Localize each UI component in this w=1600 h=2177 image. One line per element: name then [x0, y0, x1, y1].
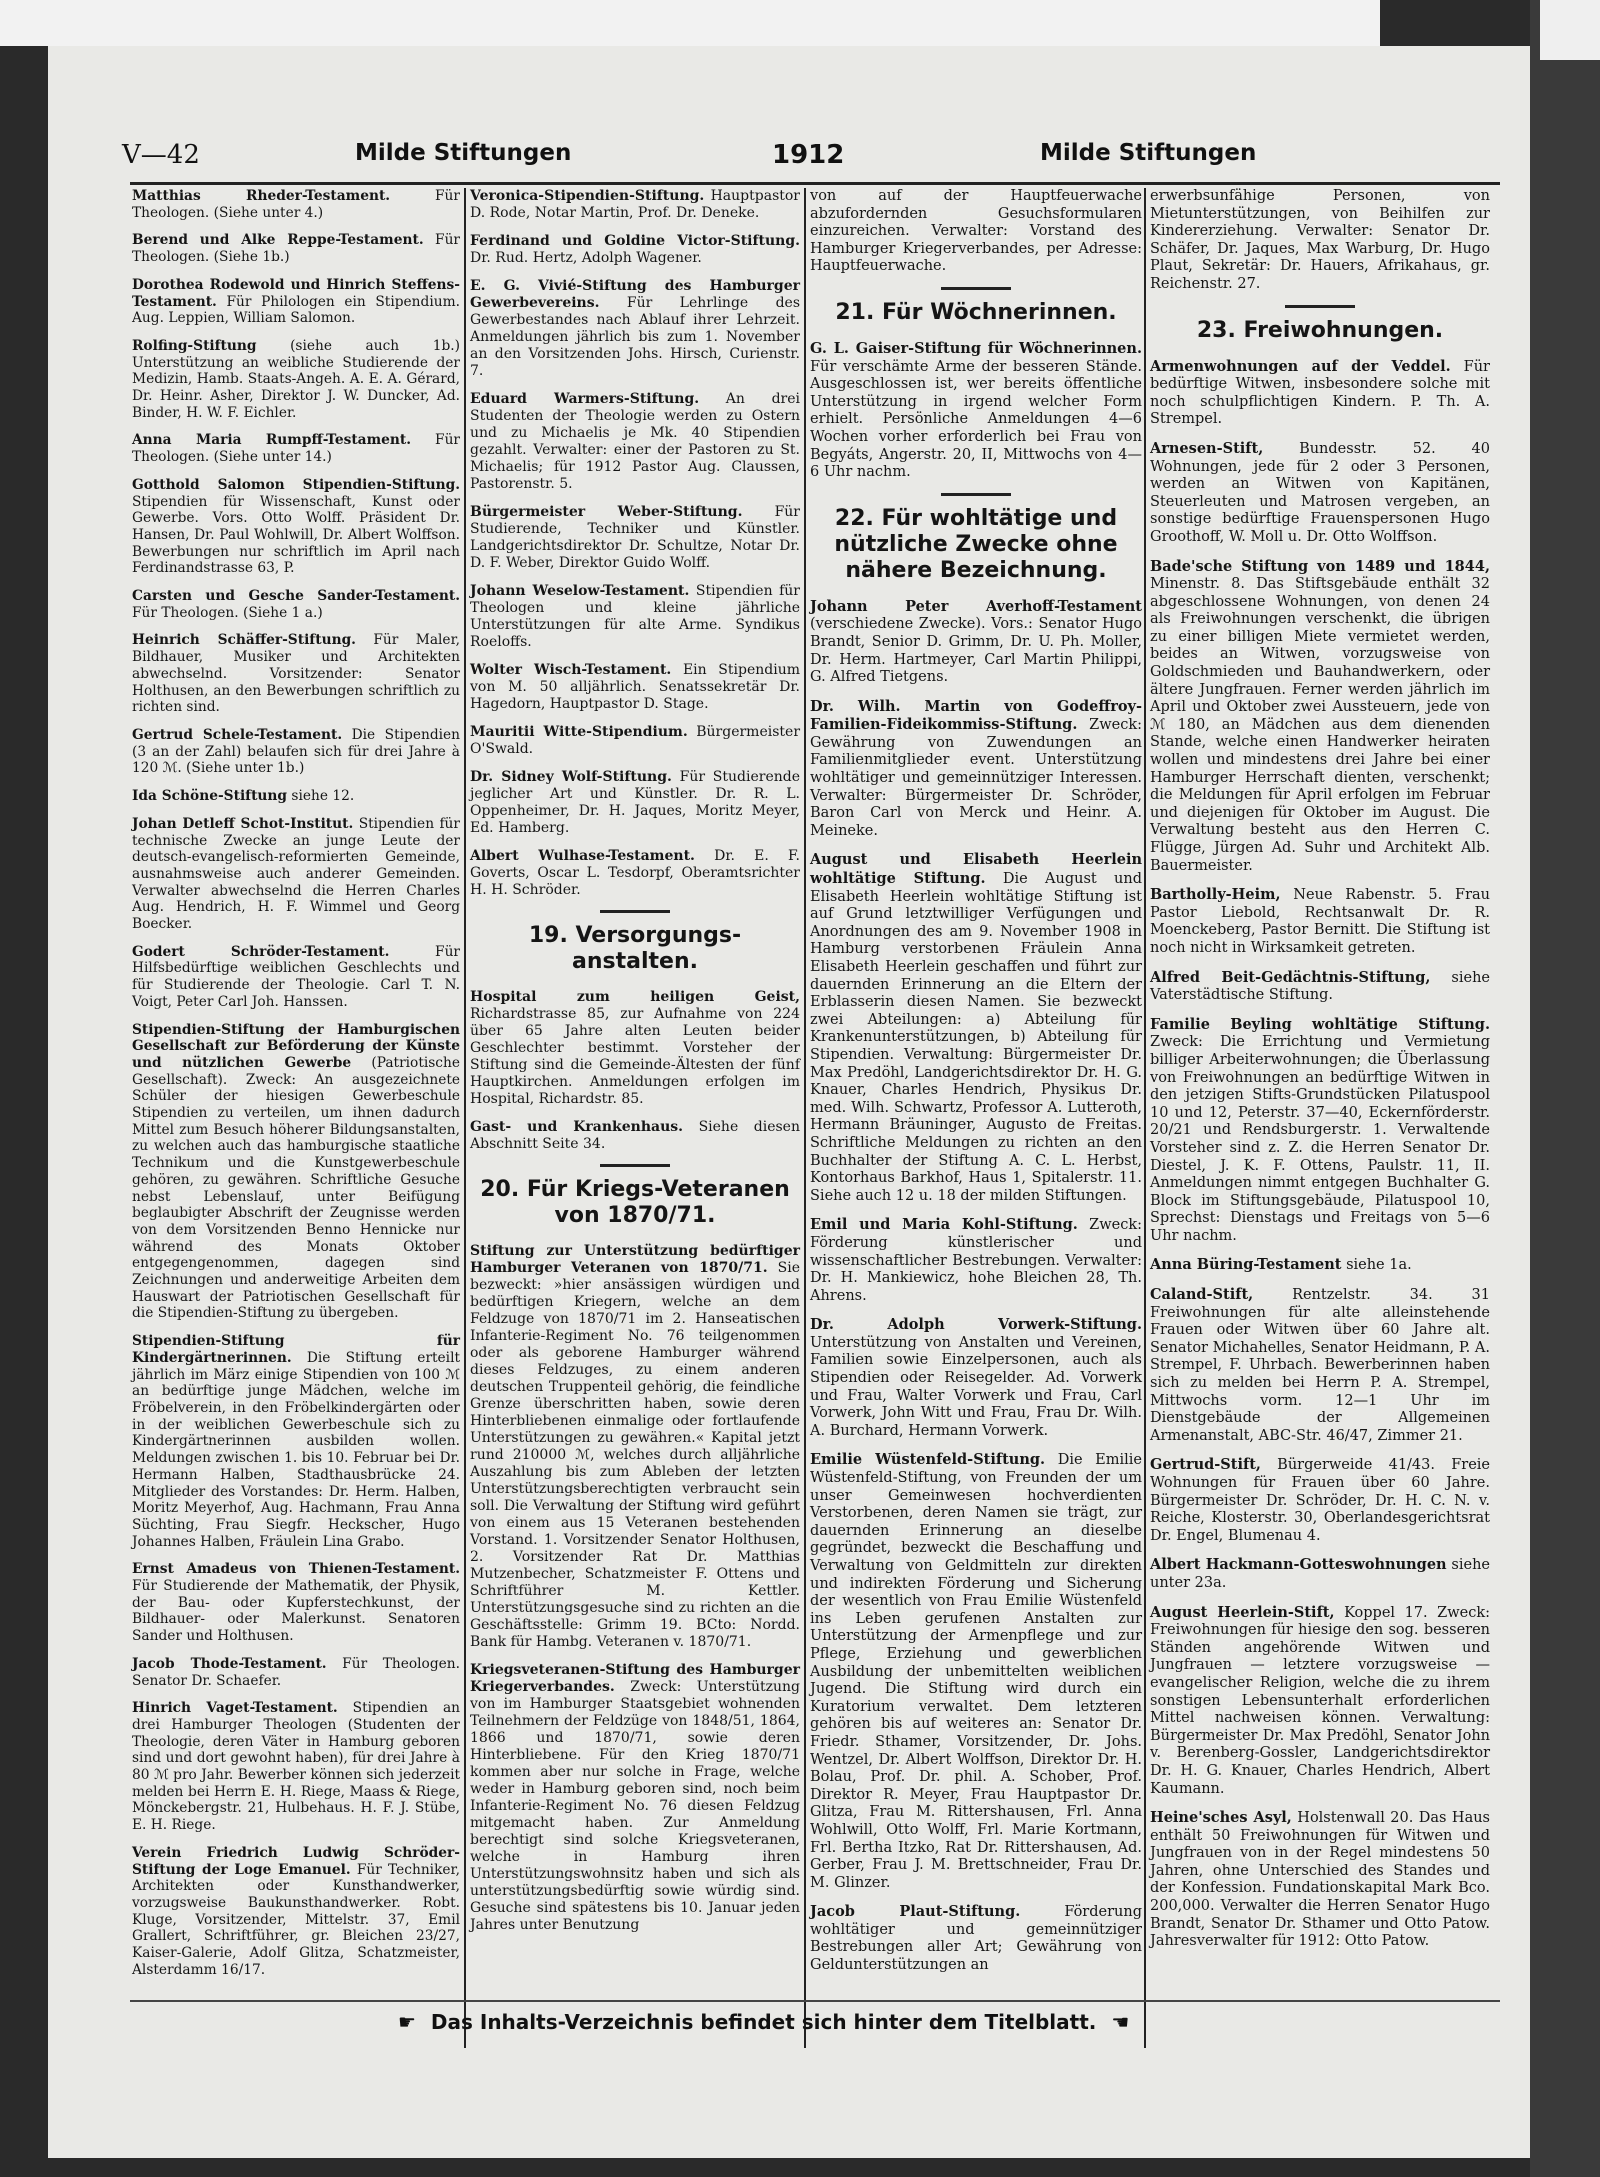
entry-text: Die Stiftung erteilt jährlich im März einige Stipendien von 100 ℳ an bedürftige junge Mädchen, welche im Fröbelverein, in den Fröbelkindergärten oder in der weiblichen Gewerbeschule sich zu Kindergärtnerinnen ausbilden wollen. Meldungen zwischen 1. bis 10. Februar bei Dr. Hermann Halben, Stadthausbrücke 24. Mitglieder des Vorstandes: Dr. Herm. Halben, Moritz Meyerhof, Aug. Hachmann, Frau Anna Süchting, Frau Siegfr. Heckscher, Hugo Johannes Halben, Fräulein Lina Grabo. — [132, 1349, 461, 1550]
directory-entry — [132, 477, 460, 577]
directory-entry — [1150, 1016, 1490, 1246]
entry-text: Bürgerweide 41/43. Freie Wohnungen für Frauen über 60 Jahre. Bürgermeister Dr. Schröder, Dr. H. C. N. v. Reiche, Klosterstr. 30, Oberlandesgerichtsrat Dr. Engel, Blumenau 4. — [1150, 1457, 1490, 1544]
directory-entry — [470, 724, 800, 758]
column-rule — [1144, 188, 1146, 2048]
entry-name: Stiftung zur Unterstützung bedürftiger Hamburger Veteranen von 1870/71. — [470, 1243, 800, 1276]
directory-entry — [810, 340, 1142, 482]
entry-text: Holstenwall 20. Das Haus enthält 50 Freiwohnungen für Witwen und Jungfrauen von in der Regel mindestens 50 Jahren, ohne Unterschied des Standes und der Konfession. Fundationskapital Mark Bco. 200,000. Verwalter die Herren Senator Hugo Brandt, Senator Dr. Sthamer und Otto Patow. Jahresverwalter für 1912: Otto Patow. — [1150, 1810, 1490, 1950]
directory-entry — [470, 188, 800, 222]
directory-entry — [1150, 886, 1490, 957]
entry-text: siehe 12. — [291, 788, 355, 805]
directory-entry — [132, 788, 460, 805]
directory-entry — [1150, 1604, 1490, 1799]
directory-entry — [810, 1903, 1142, 1974]
directory-entry — [1150, 1286, 1490, 1445]
scan-dark-edge — [1530, 0, 1600, 2177]
entry-name: Familie Beyling wohltätige Stiftung. — [1150, 1015, 1490, 1033]
entry-text: Stipendien an drei Hamburger Theologen (Studenten der Theologie, deren Väter in Hamburg geboren sind und dort gewohnt haben), für drei Jahre à 80 ℳ pro Jahr. Bewerber können sich jederzeit melden bei Herrn E. H. Riege, Maass & Riege, Mönckebergstr. 21, Hulbehaus. H. F. J. Stübe, E. H. Riege. — [132, 1700, 460, 1834]
entry-name: Gast- und Krankenhaus. — [470, 1119, 684, 1135]
entry-text: Minenstr. 8. Das Stiftsgebäude enthält 32 abgeschlossene Wohnungen, von denen 24 als Freiwohnungen verschenkt, die übrigen zu einer billigen Miete vermietet werden, beides an Witwen, vorzugsweise von Goldschmieden und Bauhandwerkern, oder ältere Jungfrauen. Ferner werden jährlich im April und Oktober zwei Aussteuern, jede von ℳ 180, an Mädchen aus dem dienenden Stande, welche einen Handwerker heiraten wollen und mindestens drei Jahre bei einer Hamburger Herrschaft dienten, verschenkt; die Meldungen für April erfolgen im Februar und diejenigen für Oktober im August. Die Verwaltung besteht aus den Herren C. Flügge, Jürgen Ad. Suhr und Architekt Alb. Bauermeister. — [1150, 576, 1490, 874]
directory-entry — [810, 1451, 1142, 1892]
section-heading-23: 23. Freiwohnungen. — [1196, 317, 1444, 343]
directory-entry — [470, 583, 800, 651]
entry-name: Armenwohnungen auf der Veddel. — [1150, 357, 1451, 375]
column-1 — [132, 188, 460, 1990]
directory-entry — [470, 278, 800, 380]
footer-notice — [390, 2010, 1137, 2034]
entry-text: Für Theologen. Senator Dr. Schaefer. — [132, 1655, 460, 1689]
entry-text: Für bedürftige Witwen, insbesondere solche mit noch schulpflichtigen Kindern. P. Th. A. Strempel. — [1150, 358, 1490, 428]
entry-text: Unterstützung von Anstalten und Vereinen, Familien sowie Einzelpersonen, auch als Stipendien oder Reisegelder. Ad. Vorwerk und Frau, Walter Vorwerk und Frau, Carl Vorwerk, John Witt und Frau, Frau Dr. Wilh. A. Burchard, Hermann Vorwerk. — [810, 1334, 1142, 1439]
section-heading-19: 19. Versorgungs-anstalten. — [528, 923, 742, 974]
directory-entry — [1150, 1256, 1490, 1275]
directory-entry — [810, 698, 1142, 841]
entry-text: Für Hilfsbedürftige weiblichen Geschlechts und für Studierende der Theologie. Carl T. N. Voigt, Peter Carl Joh. Hanssen. — [132, 943, 461, 1010]
entry-name: Hinrich Vaget-Testament. — [132, 1700, 338, 1717]
directory-entry — [1150, 1456, 1490, 1545]
entry-name: Dr. Adolph Vorwerk-Stiftung. — [810, 1316, 1142, 1334]
entry-name: Matthias Rheder-Testament. — [132, 188, 391, 204]
entry-name: Johan Detleff Schot-Institut. — [132, 815, 354, 832]
entry-text: siehe Vaterstädtische Stiftung. — [1150, 969, 1490, 1004]
directory-entry — [132, 232, 460, 265]
directory-entry — [470, 989, 800, 1108]
entry-text: Dr. Rud. Hertz, Adolph Wagener. — [470, 250, 702, 266]
entry-text: Neue Rabenstr. 5. Frau Pastor Liebold, Rechtsanwalt Dr. R. Moenckeberg, Pastor Bernitt. Die Stiftung ist noch nicht in Wirksamkeit getreten. — [1150, 887, 1490, 956]
directory-entry — [1150, 1809, 1490, 1951]
entry-name: Bürgermeister Weber-Stiftung. — [470, 504, 743, 520]
continued-entry-text: von auf der Hauptfeuerwache abzufordernden Gesuchsformularen einzureichen. Verwalter: Vorstand des Hamburger Kriegerverbandes, per Adresse: Hauptfeuerwache. — [810, 188, 1142, 275]
directory-entry — [132, 944, 460, 1011]
entry-text: Für verschämte Arme der besseren Stände. Ausgeschlossen ist, wer bereits öffentliche Unterstützung in irgend welcher Form erhielt. Persönliche Anmeldungen 4—6 Wochen vorher erforderlich bei Frau von Begyáts, Angerstr. 20, II, Mittwochs von 4—6 Uhr nachm. — [810, 358, 1142, 481]
entry-text: Richardstrasse 85, zur Aufnahme von 224 über 65 Jahre alten Leuten beider Geschlechter bestimmt. Vorsteher der Stiftung sind die Gemeinde-Ältesten der fünf Hauptkirchen. Anmeldungen erfolgen im Hospital, Richardstr. 85. — [470, 1006, 800, 1107]
entry-name: Jacob Plaut-Stiftung. — [810, 1903, 1021, 1921]
directory-entry — [470, 391, 800, 493]
running-title-left: Milde Stiftungen — [355, 140, 572, 166]
column-rule — [464, 188, 466, 2048]
entry-name: August und Elisabeth Heerlein wohltätige Stiftung. — [810, 851, 1142, 888]
entry-name: Bartholly-Heim, — [1150, 886, 1281, 904]
entry-text: Koppel 17. Zweck: Freiwohnungen für hiesige den sog. besseren Ständen angehörende Witwen und Jungfrauen — letztere vorzugsweise — evangelischer Religion, welche die zu ihrem sonstigen Lebensunterhalt erforderlichen Mittel nachweisen können. Verwaltung: Bürgermeister Dr. Max Predöhl, Senator John v. Berenberg-Gossler, Landgerichtsdirektor Dr. H. G. Knauer, Charles Hendrich, Albert Kaumann. — [1150, 1604, 1491, 1797]
entry-text: Die Stipendien (3 an der Zahl) belaufen sich für drei Jahre à 120 ℳ. (Siehe unter 1b.) — [132, 726, 461, 777]
running-title-right: Milde Stiftungen — [1040, 140, 1257, 166]
entry-text: siehe 1a. — [1346, 1257, 1412, 1274]
entry-name: Emil und Maria Kohl-Stiftung. — [810, 1216, 1078, 1234]
entry-text: Für Theologen. (Siehe unter 4.) — [132, 188, 460, 221]
entry-name: Mauritii Witte-Stipendium. — [470, 724, 688, 740]
entry-text: Für Studierende jeglicher Art und Künstler. Dr. R. L. Oppenheimer, Dr. H. Jaques, Moritz Meyer, Ed. Hamberg. — [470, 769, 800, 836]
entry-name: Verein Friedrich Ludwig Schröder-Stiftung der Loge Emanuel. — [132, 1844, 460, 1878]
entry-name: August Heerlein-Stift, — [1150, 1603, 1335, 1621]
entry-text: Für Philologen ein Stipendium. Aug. Leppien, William Salomon. — [132, 293, 460, 327]
entry-name: Arnesen-Stift, — [1150, 439, 1264, 457]
entry-text: Sie bezweckt: »hier ansässigen würdigen und bedürftigen Kriegern, welche an dem Feldzuge von 1870/71 im 2. Hanseatischen Infanterie-Regiment No. 76 teilgenommen oder als geborene Hamburger während dieses Feldzuges, zu einem anderen deutschen Truppenteil gehörig, die feindliche Grenze überschritten haben, sowie deren Hinterbliebenen einmalige oder fortlaufende Unterstützungen zu gewähren.« Kapital jetzt rund 210000 ℳ, welches durch alljährliche Auszahlung bis zum Ableben der letzten Unterstützungsberechtigten verbraucht sein soll. Die Verwaltung der Stiftung wird geführt von einem aus 15 Veteranen bestehenden Vorstand. 1. Vorsitzender Senator Holthusen, 2. Vorsitzender Rat Dr. Matthias Mutzenbecher, Schatzmeister F. Ottens und Schriftführer M. Kettler. Unterstützungsgesuche sind zu richten an die Geschäftsstelle: Grimm 19. BCto: Nordd. Bank für Hambg. Veteranen v. 1870/71. — [470, 1260, 800, 1650]
entry-text: Stipendien für Theologen und kleine jährliche Unterstützungen für alte Arme. Syndikus Roeloffs. — [470, 583, 800, 650]
entry-name: Godert Schröder-Testament. — [132, 943, 390, 960]
directory-entry — [132, 1561, 460, 1645]
header-rule — [130, 182, 1500, 185]
column-rule — [804, 188, 806, 2048]
entry-text: (Patriotische Gesellschaft). Zweck: An ausgezeichnete Schüler der hiesigen Gewerbeschule Stipendien zu verteilen, um ihnen dadurch Mittel zum Besuch höherer Bildungsanstalten, zu welchen auch das hamburgische staatliche Technikum und die Kunstgewerbeschule gehören, zu gewähren. Schriftliche Gesuche nebst Lebenslauf, unter Beifügung beglaubigter Abschrift der Zeugnisse werden von dem Vorsitzenden Benno Hennicke nur während des Monats Oktober entgegengenommen, dagegen sind Zeichnungen und anderweitige Arbeiten dem Hauswart der Patriotischen Gesellschaft für die Stipendien-Stiftung zu übergeben. — [132, 1054, 460, 1322]
entry-name: Berend und Alke Reppe-Testament. — [132, 232, 424, 249]
section-heading-22: 22. Für wohltätige und nützliche Zwecke ohne nähere Bezeichnung. — [834, 505, 1118, 583]
entry-name: Albert Hackmann-Gotteswohnungen — [1150, 1556, 1447, 1574]
entry-name: Emilie Wüstenfeld-Stiftung. — [810, 1451, 1046, 1469]
entry-text: (verschiedene Zwecke). Vors.: Senator Hugo Brandt, Senior D. Grimm, Dr. U. Ph. Moller, Dr. Herm. Hartmeyer, Carl Martin Philippi, G. Alfred Tietgens. — [810, 616, 1142, 686]
directory-entry — [470, 769, 800, 837]
directory-entry — [810, 1316, 1142, 1440]
entry-name: Ida Schöne-Stiftung — [132, 788, 288, 805]
entry-name: Veronica-Stipendien-Stiftung. — [470, 188, 705, 204]
directory-entry — [1150, 440, 1490, 547]
page-number: V—42 — [122, 140, 200, 170]
section-separator — [600, 1164, 670, 1167]
entry-name: Anna Büring-Testament — [1150, 1256, 1342, 1274]
entry-text: Für Theologen. (Siehe 1 a.) — [132, 604, 323, 621]
entry-text: Bundesstr. 52. 40 Wohnungen, jede für 2 oder 3 Personen, werden an Witwen von Kapitänen, Steuerleuten und Matrosen vergeben, an sonstige bedürftige Frauenspersonen Hugo Groothoff, W. Moll u. Dr. Otto Wolffson. — [1150, 440, 1490, 545]
directory-entry — [132, 816, 460, 933]
entry-text: Bürgermeister O'Swald. — [470, 724, 801, 757]
entry-text: Zweck: Gewährung von Zuwendungen an Familienmitglieder event. Unterstützung wohltätiger und gemeinnütziger Interessen. Verwalter: Bürgermeister Dr. Schröder, Baron Carl von Merck und Heinr. A. Meineke. — [810, 717, 1142, 839]
entry-name: Wolter Wisch-Testament. — [470, 662, 672, 678]
entry-text: (siehe auch 1b.) Unterstützung an weibliche Studierende der Medizin, Hamb. Staats-Angeh. A. E. A. Gérard, Dr. Heinr. Asher, Direktor J. W. Duncker, Ad. Binder, H. W. F. Eichler. — [132, 337, 460, 421]
entry-name: Dorothea Rodewold und Hinrich Steffens-Testament. — [132, 276, 460, 310]
entry-name: Stipendien-Stiftung der Hamburgischen Gesellschaft zur Beförderung der Künste und nützlichen Gewerbe — [132, 1021, 460, 1071]
entry-text: Für Theologen. (Siehe 1b.) — [132, 232, 461, 266]
entry-text: siehe unter 23a. — [1150, 1557, 1490, 1591]
directory-entry — [810, 851, 1142, 1205]
directory-entry — [1150, 558, 1490, 876]
entry-text: Förderung wohltätiger und gemeinnütziger Bestrebungen aller Art; Gewährung von Geldunterstützungen an — [810, 1904, 1142, 1974]
entry-name: Johann Peter Averhoff-Testament — [810, 597, 1142, 615]
entry-text: An drei Studenten der Theologie werden zu Ostern und zu Michaelis je Mk. 40 Stipendien gezahlt. Verwalter: einer der Pastoren zu St. Michaelis; für 1912 Pastor Aug. Claussen, Pastorenstr. 5. — [470, 391, 801, 492]
entry-text: Für Studierende, Techniker und Künstler. Landgerichtsdirektor Dr. Schultze, Notar Dr. D. F. Weber, Direktor Guido Wolff. — [470, 504, 801, 571]
year-heading: 1912 — [772, 140, 845, 170]
entry-name: Eduard Warmers-Stiftung. — [470, 391, 700, 407]
entry-name: Gertrud Schele-Testament. — [132, 726, 343, 743]
entry-name: Heine'sches Asyl, — [1150, 1809, 1292, 1827]
entry-name: Stipendien-Stiftung für Kindergärtnerinnen. — [132, 1333, 460, 1366]
section-separator — [941, 287, 1011, 290]
directory-entry — [132, 1022, 460, 1323]
entry-text: Für Theologen. (Siehe unter 14.) — [132, 432, 461, 466]
entry-name: Gotthold Salomon Stipendien-Stiftung. — [132, 476, 460, 493]
entry-text: Für Maler, Bildhauer, Musiker und Architekten abwechselnd. Vorsitzender: Senator Holthusen, an den Bewerbungen schriftlich zu richten sind. — [132, 632, 461, 716]
directory-entry — [1150, 1556, 1490, 1592]
directory-entry — [470, 1119, 800, 1153]
column-2 — [470, 188, 800, 1945]
entry-name: Rolfing-Stiftung — [132, 337, 257, 354]
entry-text: Für Studierende der Mathematik, der Physik, der Bau- oder Kupferstechkunst, der Bildhauer- oder Malerkunst. Senatoren Sander und Holthusen. — [132, 1578, 460, 1645]
directory-entry — [810, 1216, 1142, 1305]
entry-text: Rentzelstr. 34. 31 Freiwohnungen für alte alleinstehende Frauen oder Witwen über 60 Jahre alt. Senator Michahelles, Senator Heidmann, P. A. Strempel, F. Uhrbach. Bewerberinnen haben sich zu melden bei Herrn P. A. Strempel, Mittwochs vorm. 12—1 Uhr im Dienstgebäude der Allgemeinen Armenanstalt, ABC-Str. 46/47, Zimmer 21. — [1150, 1287, 1491, 1444]
directory-entry — [132, 277, 460, 327]
entry-text: Stipendien für technische Zwecke an junge Leute der deutsch-evangelisch-reformierten Gemeinde, ausnahmsweise auch anderer Gemeinden. Verwalter abwechselnd die Herren Charles Aug. Hendrich, H. F. Wimmel und Georg Boecker. — [132, 815, 460, 933]
scan-top-margin — [0, 0, 1380, 46]
entry-text: Die Emilie Wüstenfeld-Stiftung, von Freunden der um unser Gemeinwesen hochverdienten Verstorbenen, deren Namen sie trägt, zur dauernden Erinnerung an dieselbe gegründet, bezweckt die Beschaffung und Verwaltung von Geldmitteln zur direkten und indirekten Förderung und Sicherung der wesentlich von Frau Emilie Wüstenfeld ins Leben gerufenen Anstalten zur Unterstützung der Armenpflege und zur Pflege, Erziehung und gewerblichen Ausbildung der unbemittelten weiblichen Jugend. Die Stiftung wird durch ein Kuratorium verwaltet. Dem letzteren gehören bis auf weiteres an: Senator Dr. Friedr. Sthamer, Vorsitzender, Dr. Johs. Wentzel, Dr. Albert Wolffson, Direktor Dr. H. Bolau, Prof. Dr. phil. A. Schober, Prof. Direktor R. Meyer, Frau Hauptpastor Dr. Glitza, Frau M. Rittershausen, Frl. Anna Wohlwill, Otto Wolff, Frl. Marie Kortmann, Frl. Bertha Itzko, Rat Dr. Rittershausen, Ad. Gerber, Frau J. M. Brettschneider, Frau Dr. M. Glinzer. — [810, 1452, 1143, 1891]
directory-entry — [132, 1333, 460, 1550]
entry-name: Gertrud-Stift, — [1150, 1456, 1261, 1474]
directory-entry — [470, 1662, 800, 1934]
directory-entry — [470, 662, 800, 713]
entry-name: Ferdinand und Goldine Victor-Stiftung. — [470, 233, 800, 249]
directory-entry — [810, 598, 1142, 687]
section-heading-20: 20. Für Kriegs-Veteranen von 1870/71. — [480, 1177, 790, 1228]
entry-name: E. G. Vivié-Stiftung des Hamburger Gewerbevereins. — [470, 278, 800, 311]
entry-text: Für Techniker, Architekten oder Kunsthandwerker, vorzugsweise Baukunsthandwerker. Robt. Kluge, Vorsitzender, Mittelstr. 37, Emil Grallert, Schriftführer, gr. Bleichen 23/27, Kaiser-Galerie, Adolf Glitza, Schatzmeister, Alsterdamm 16/17. — [132, 1861, 460, 1978]
entry-name: Caland-Stift, — [1150, 1286, 1254, 1304]
entry-text: Dr. E. F. Goverts, Oscar L. Tesdorpf, Oberamtsrichter H. H. Schröder. — [470, 848, 800, 898]
column-4 — [1150, 188, 1490, 1962]
directory-entry — [1150, 358, 1490, 429]
entry-name: Albert Wulhase-Testament. — [470, 848, 695, 864]
directory-entry — [132, 1656, 460, 1689]
entry-name: Bade'sche Stiftung von 1489 und 1844, — [1150, 557, 1490, 575]
footer-text: Das Inhalts-Verzeichnis befindet sich hinter dem Titelblatt. — [430, 2010, 1097, 2034]
entry-name: Alfred Beit-Gedächtnis-Stiftung, — [1150, 968, 1431, 986]
entry-text: Zweck: Die Errichtung und Vermietung billiger Arbeiterwohnungen; die Überlassung von Freiwohnungen an bedürftige Witwen in den jetzigen Stifts-Grundstücken Pilatuspool 10 und 12, Peterstr. 37—40, Eckernförderstr. 20/21 und Rendsburgerstr. 1. Verwaltende Vorsteher sind z. Z. die Herren Senator Dr. Diestel, J. K. F. Ottens, Paulstr. 11, II. Anmeldungen nimmt entgegen Buchhalter G. Block im Stiftungsgebäude, Pilatuspool 10, Sprechst: Dienstags und Freitags von 5—6 Uhr nachm. — [1150, 1034, 1490, 1244]
directory-entry — [132, 188, 460, 221]
directory-entry — [132, 338, 460, 422]
entry-text: Siehe diesen Abschnitt Seite 34. — [470, 1119, 800, 1152]
entry-name: Dr. Wilh. Martin von Godeffroy-Familien-Fideikommiss-Stiftung. — [810, 697, 1142, 734]
entry-text: Zweck: Förderung künstlerischer und wissenschaftlicher Bestrebungen. Verwalter: Dr. H. Mankiewicz, hohe Bleichen 28, Th. Ahrens. — [810, 1217, 1142, 1304]
directory-entry — [470, 233, 800, 267]
entry-name: Jacob Thode-Testament. — [132, 1655, 327, 1672]
entry-text: Zweck: Unterstützung von im Hamburger Staatsgebiet wohnenden Teilnehmern der Feldzüge von 1848/51, 1864, 1866 und 1870/71, sowie deren Hinterbliebene. Für den Krieg 1870/71 kommen aber nur solche in Frage, welche weder in Hamburg geboren sind, noch beim Infanterie-Regiment No. 76 diesen Feldzug mitgemacht haben. Zur Anmeldung berechtigt sind solche Kriegsveteranen, welche in Hamburg ihren Unterstützungswohnsitz haben und sich als unterstützungsbedürftig sowie würdig sind. Gesuche sind spätestens bis 10. Januar jeden Jahres unter Benutzung — [470, 1679, 801, 1933]
continued-entry-text: erwerbsunfähige Personen, von Mietunterstützungen, von Beihilfen zur Kindererziehung. Verwalter: Senator Dr. Schäfer, Dr. Jaques, Max Warburg, Dr. Hugo Plaut, Sekretär: Dr. Hauers, Afrikahaus, gr. Reichenstr. 27. — [1150, 188, 1490, 292]
directory-entry — [470, 1243, 800, 1651]
directory-entry — [132, 588, 460, 621]
entry-text: Stipendien für Wissenschaft, Kunst oder Gewerbe. Vors. Otto Wolff. Präsident Dr. Hansen, Dr. Paul Wohlwill, Dr. Albert Wolffson. Bewerbungen nur schriftlich im April nach Ferdinandstrasse 63, P. — [132, 493, 460, 577]
entry-name: Hospital zum heiligen Geist, — [470, 989, 800, 1005]
entry-name: Carsten und Gesche Sander-Testament. — [132, 588, 460, 605]
entry-text: Die August und Elisabeth Heerlein wohltätige Stiftung ist auf Grund letztwilliger Verfügungen und Anordnungen des am 9. November 1908 in Hamburg verstorbenen Fräulein Anna Elisabeth Heerlein geschaffen und führt zur dauernden Erinnerung an die Eltern der Erblasserin diesen Namen. Sie bezweckt zwei Abteilungen: a) Abteilung für Krankenunterstützungen, b) Abteilung für Stipendien. Verwaltung: Bürgermeister Dr. Max Predöhl, Landgerichtsdirektor Dr. H. G. Knauer, Charles Hendrich, Physikus Dr. med. Wilh. Schwartz, Professor A. Lutteroth, Hermann Bräuninger, Augusto de Freitas. Schriftliche Meldungen zu richten an den Buchhalter der Stiftung A. C. L. Herbst, Kontorhaus Barkhof, Haus 1, Spitalerstr. 11. Siehe auch 12 u. 18 der milden Stiftungen. — [810, 871, 1142, 1204]
entry-text: Für Lehrlinge des Gewerbestandes nach Ablauf ihrer Lehrzeit. Anmeldungen jährlich bis zum 1. November an den Vorsitzenden Johs. Hirsch, Curienstr. 7. — [470, 295, 801, 379]
entry-name: G. L. Gaiser-Stiftung für Wöchnerinnen. — [810, 339, 1142, 357]
section-separator — [941, 493, 1011, 496]
entry-name: Ernst Amadeus von Thienen-Testament. — [132, 1561, 460, 1578]
entry-text: Hauptpastor D. Rode, Notar Martin, Prof. Dr. Deneke. — [470, 188, 800, 221]
directory-entry — [132, 727, 460, 777]
pointing-hand-left-icon: ☚ — [1111, 2010, 1130, 2034]
entry-name: Anna Maria Rumpff-Testament. — [132, 432, 412, 449]
directory-entry — [132, 432, 460, 465]
directory-entry — [132, 1845, 460, 1979]
entry-name: Kriegsveteranen-Stiftung des Hamburger Kriegerverbandes. — [470, 1662, 800, 1695]
column-3 — [810, 188, 1142, 1986]
entry-name: Heinrich Schäffer-Stiftung. — [132, 632, 356, 649]
entry-name: Johann Weselow-Testament. — [470, 583, 690, 599]
pointing-hand-right-icon: ☛ — [398, 2010, 416, 2034]
scan-paper-corner — [1540, 0, 1600, 60]
footer-rule — [130, 2000, 1500, 2002]
section-heading-21: 21. Für Wöchnerinnen. — [835, 299, 1117, 325]
section-separator — [1285, 305, 1355, 308]
directory-entry — [470, 848, 800, 899]
directory-entry — [470, 504, 800, 572]
directory-entry — [1150, 969, 1490, 1005]
entry-text: Ein Stipendium von M. 50 alljährlich. Senatssekretär Dr. Hagedorn, Hauptpastor D. Stage. — [470, 662, 800, 712]
section-separator — [600, 910, 670, 913]
entry-name: Dr. Sidney Wolf-Stiftung. — [470, 769, 672, 785]
directory-entry — [132, 1700, 460, 1834]
directory-entry — [132, 632, 460, 716]
